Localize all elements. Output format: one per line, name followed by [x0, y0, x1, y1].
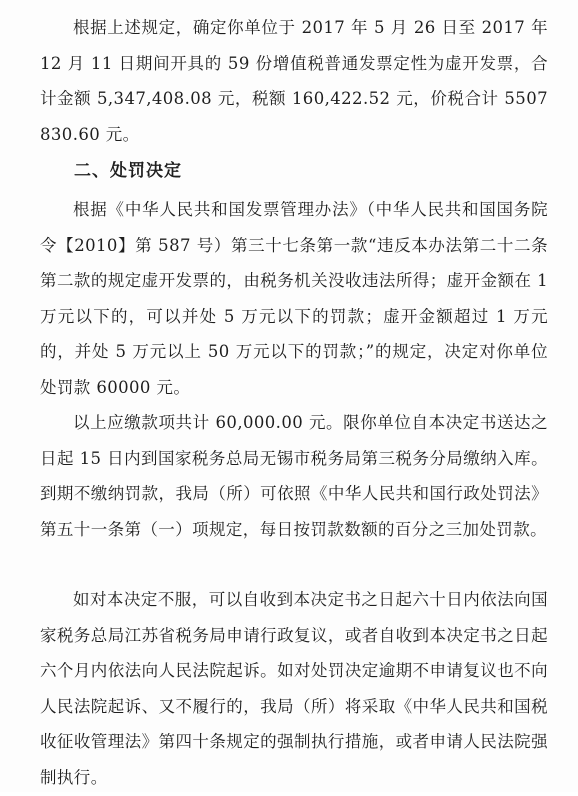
section-heading-penalty-decision: 二、处罚决定: [74, 161, 182, 181]
decision-intro-paragraph: 根据上述规定，确定你单位于 2017 年 5 月 26 日至 2017 年 12 月 11 日期间开具的 59 份增值税普通发票定性为虚开发票，合计金额 5,347,408.08 元，税额 160,422.52 元，价税合计 5507830.60 元。: [40, 18, 548, 144]
appeal-rights-paragraph: 如对本决定不服，可以自收到本决定书之日起六十日内依法向国家税务总局江苏省税务局申请行政复议，或者自收到本决定书之日起六个月内依法向人民法院起诉。如对处罚决定逾期不申请复议也不向人民法院起诉、又不履行的，我局（所）将采取《中华人民共和国税收征收管理法》第四十条规定的强制执行措施，或者申请人民法院强制执行。: [40, 590, 548, 787]
payment-instruction-paragraph: 以上应缴款项共计 60,000.00 元。限你单位自本决定书送达之日起 15 日内到国家税务总局无锡市税务局第三税务分局缴纳入库。到期不缴纳罚款，我局（所）可依照《中华人民共和国行政处罚法》第五十一条第（一）项规定，每日按罚款数额的百分之三加处罚款。: [40, 413, 548, 539]
penalty-basis-paragraph: 根据《中华人民共和国发票管理办法》（中华人民共和国国务院令【2010】第 587 号）第三十七条第一款“违反本办法第二十二条第二款的规定虚开发票的，由税务机关没收违法所得；虚开金额在 1 万元以下的，可以并处 5 万元以下的罚款；虚开金额超过 1 万元的，并处 5 万元以上 50 万元以下的罚款；”的规定，决定对你单位处罚款 60000 元。: [40, 200, 548, 397]
